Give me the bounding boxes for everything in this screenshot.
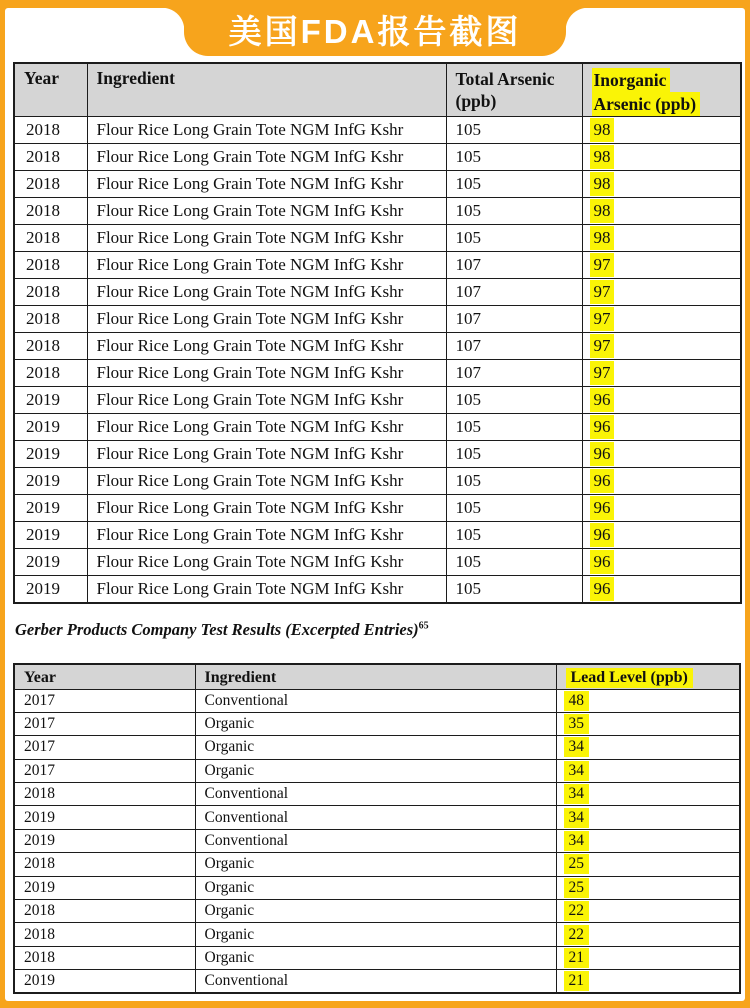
year-cell: 2019 xyxy=(14,468,87,495)
table-row xyxy=(14,946,740,969)
table-row xyxy=(14,900,740,923)
inorganic-arsenic-cell xyxy=(582,225,741,252)
table-row xyxy=(14,806,740,829)
total-arsenic-cell: 105 xyxy=(446,117,582,144)
inorganic-arsenic-cell xyxy=(582,306,741,333)
table-row xyxy=(14,441,741,468)
table-row xyxy=(14,360,741,387)
ingredient-cell: Organic xyxy=(195,736,556,759)
total-arsenic-cell: 105 xyxy=(446,549,582,576)
table-row xyxy=(14,829,740,852)
year-cell: 2018 xyxy=(14,117,87,144)
table-row xyxy=(14,225,741,252)
ingredient-cell: Flour Rice Long Grain Tote NGM InfG Kshr xyxy=(87,306,446,333)
total-arsenic-cell: 107 xyxy=(446,333,582,360)
total-arsenic-cell: 105 xyxy=(446,171,582,198)
highlighted-header-text: Lead Level (ppb) xyxy=(566,668,693,688)
highlighted-value: 34 xyxy=(564,737,590,757)
ingredient-cell: Flour Rice Long Grain Tote NGM InfG Kshr xyxy=(87,360,446,387)
highlighted-value: 98 xyxy=(590,145,614,169)
arsenic-table xyxy=(13,62,742,604)
highlighted-value: 96 xyxy=(590,388,614,412)
total-arsenic-cell: 105 xyxy=(446,441,582,468)
arsenic-table-body xyxy=(14,117,741,603)
ingredient-cell: Flour Rice Long Grain Tote NGM InfG Kshr xyxy=(87,522,446,549)
year-cell: 2019 xyxy=(14,576,87,603)
header-inorganic-arsenic xyxy=(582,63,741,117)
inorganic-arsenic-cell xyxy=(582,144,741,171)
year-cell: 2018 xyxy=(14,900,195,923)
year-cell: 2018 xyxy=(14,279,87,306)
ingredient-cell: Flour Rice Long Grain Tote NGM InfG Kshr xyxy=(87,117,446,144)
table-row xyxy=(14,333,741,360)
ingredient-cell: Flour Rice Long Grain Tote NGM InfG Kshr xyxy=(87,144,446,171)
year-cell: 2018 xyxy=(14,225,87,252)
ingredient-cell: Organic xyxy=(195,712,556,735)
inorganic-arsenic-cell xyxy=(582,441,741,468)
ingredient-cell: Flour Rice Long Grain Tote NGM InfG Kshr xyxy=(87,252,446,279)
ingredient-cell: Organic xyxy=(195,946,556,969)
year-cell: 2017 xyxy=(14,759,195,782)
year-cell: 2018 xyxy=(14,333,87,360)
ingredient-cell: Organic xyxy=(195,853,556,876)
total-arsenic-cell: 107 xyxy=(446,252,582,279)
table-row xyxy=(14,198,741,225)
total-arsenic-cell: 105 xyxy=(446,198,582,225)
ingredient-cell: Organic xyxy=(195,876,556,899)
banner-title: 美国FDA报告截图 xyxy=(228,13,522,50)
lead-level-cell xyxy=(556,783,740,806)
title-banner xyxy=(184,7,566,56)
ingredient-cell: Organic xyxy=(195,900,556,923)
year-cell: 2017 xyxy=(14,736,195,759)
highlighted-value: 96 xyxy=(590,523,614,547)
year-cell: 2018 xyxy=(14,144,87,171)
ingredient-cell: Organic xyxy=(195,923,556,946)
table-row xyxy=(14,522,741,549)
total-arsenic-cell: 105 xyxy=(446,522,582,549)
total-arsenic-cell: 105 xyxy=(446,468,582,495)
lead-level-cell xyxy=(556,970,740,993)
inorganic-arsenic-cell xyxy=(582,576,741,603)
table-row xyxy=(14,306,741,333)
highlighted-value: 21 xyxy=(564,948,590,968)
inorganic-arsenic-cell xyxy=(582,198,741,225)
inorganic-arsenic-cell xyxy=(582,171,741,198)
highlighted-value: 48 xyxy=(564,691,590,711)
year-cell: 2018 xyxy=(14,853,195,876)
highlighted-value: 96 xyxy=(590,442,614,466)
total-arsenic-cell: 105 xyxy=(446,495,582,522)
table-row xyxy=(14,144,741,171)
table-row xyxy=(14,853,740,876)
ingredient-cell: Conventional xyxy=(195,970,556,993)
lead-table-body xyxy=(14,689,740,993)
ingredient-cell: Organic xyxy=(195,759,556,782)
header-year: Year xyxy=(14,664,195,689)
ingredient-cell: Flour Rice Long Grain Tote NGM InfG Kshr xyxy=(87,414,446,441)
section-heading-text: Gerber Products Company Test Results (Excerpted Entries) xyxy=(15,620,419,639)
table-row xyxy=(14,549,741,576)
lead-level-cell xyxy=(556,946,740,969)
inorganic-arsenic-cell xyxy=(582,333,741,360)
highlighted-value: 98 xyxy=(590,172,614,196)
lead-level-cell xyxy=(556,689,740,712)
inorganic-arsenic-cell xyxy=(582,468,741,495)
highlighted-value: 34 xyxy=(564,808,590,828)
year-cell: 2019 xyxy=(14,495,87,522)
year-cell: 2017 xyxy=(14,712,195,735)
content-area xyxy=(5,8,745,1001)
lead-level-cell xyxy=(556,923,740,946)
highlighted-value: 98 xyxy=(590,118,614,142)
year-cell: 2018 xyxy=(14,783,195,806)
table-row xyxy=(14,759,740,782)
year-cell: 2019 xyxy=(14,970,195,993)
inorganic-arsenic-cell xyxy=(582,279,741,306)
arsenic-table-header-row xyxy=(14,63,741,117)
table-row xyxy=(14,970,740,993)
table-row xyxy=(14,923,740,946)
table-row xyxy=(14,117,741,144)
header-total-arsenic: Total Arsenic (ppb) xyxy=(446,63,582,117)
highlighted-value: 98 xyxy=(590,199,614,223)
ingredient-cell: Flour Rice Long Grain Tote NGM InfG Kshr xyxy=(87,279,446,306)
ingredient-cell: Conventional xyxy=(195,806,556,829)
lead-level-cell xyxy=(556,876,740,899)
highlighted-value: 35 xyxy=(564,714,590,734)
highlighted-header-text: Inorganic xyxy=(592,68,671,92)
year-cell: 2018 xyxy=(14,252,87,279)
lead-level-cell xyxy=(556,806,740,829)
inorganic-arsenic-cell xyxy=(582,495,741,522)
footnote-superscript: 65 xyxy=(418,620,429,632)
highlighted-value: 34 xyxy=(564,761,590,781)
ingredient-cell: Conventional xyxy=(195,829,556,852)
table-row xyxy=(14,468,741,495)
highlighted-value: 97 xyxy=(590,280,614,304)
table-row xyxy=(14,495,741,522)
highlighted-value: 97 xyxy=(590,361,614,385)
year-cell: 2019 xyxy=(14,829,195,852)
lead-level-cell xyxy=(556,829,740,852)
year-cell: 2019 xyxy=(14,522,87,549)
inorganic-arsenic-cell xyxy=(582,360,741,387)
ingredient-cell: Flour Rice Long Grain Tote NGM InfG Kshr xyxy=(87,495,446,522)
year-cell: 2019 xyxy=(14,549,87,576)
table-row xyxy=(14,279,741,306)
highlighted-value: 34 xyxy=(564,831,590,851)
inorganic-arsenic-cell xyxy=(582,117,741,144)
ingredient-cell: Flour Rice Long Grain Tote NGM InfG Kshr xyxy=(87,549,446,576)
highlighted-value: 96 xyxy=(590,550,614,574)
section-heading xyxy=(15,620,429,640)
table-row xyxy=(14,171,741,198)
ingredient-cell: Flour Rice Long Grain Tote NGM InfG Kshr xyxy=(87,225,446,252)
year-cell: 2018 xyxy=(14,171,87,198)
year-cell: 2019 xyxy=(14,876,195,899)
total-arsenic-cell: 105 xyxy=(446,387,582,414)
header-ingredient: Ingredient xyxy=(195,664,556,689)
table-row xyxy=(14,783,740,806)
lead-level-cell xyxy=(556,712,740,735)
highlighted-value: 97 xyxy=(590,253,614,277)
year-cell: 2018 xyxy=(14,306,87,333)
total-arsenic-cell: 105 xyxy=(446,414,582,441)
year-cell: 2019 xyxy=(14,441,87,468)
ingredient-cell: Flour Rice Long Grain Tote NGM InfG Kshr xyxy=(87,171,446,198)
lead-level-cell xyxy=(556,759,740,782)
highlighted-value: 97 xyxy=(590,334,614,358)
header-lead-level xyxy=(556,664,740,689)
ingredient-cell: Conventional xyxy=(195,689,556,712)
year-cell: 2018 xyxy=(14,360,87,387)
table-row xyxy=(14,576,741,603)
ingredient-cell: Flour Rice Long Grain Tote NGM InfG Kshr xyxy=(87,576,446,603)
table-row xyxy=(14,876,740,899)
total-arsenic-cell: 105 xyxy=(446,144,582,171)
inorganic-arsenic-cell xyxy=(582,522,741,549)
total-arsenic-cell: 107 xyxy=(446,360,582,387)
ingredient-cell: Flour Rice Long Grain Tote NGM InfG Kshr xyxy=(87,468,446,495)
table-row xyxy=(14,712,740,735)
year-cell: 2018 xyxy=(14,946,195,969)
total-arsenic-cell: 105 xyxy=(446,225,582,252)
inorganic-arsenic-cell xyxy=(582,387,741,414)
table-row xyxy=(14,387,741,414)
year-cell: 2018 xyxy=(14,923,195,946)
year-cell: 2019 xyxy=(14,387,87,414)
lead-level-cell xyxy=(556,900,740,923)
ingredient-cell: Flour Rice Long Grain Tote NGM InfG Kshr xyxy=(87,441,446,468)
highlighted-value: 96 xyxy=(590,469,614,493)
lead-level-cell xyxy=(556,853,740,876)
total-arsenic-cell: 105 xyxy=(446,576,582,603)
highlighted-value: 96 xyxy=(590,577,614,601)
highlighted-value: 96 xyxy=(590,415,614,439)
year-cell: 2019 xyxy=(14,806,195,829)
header-ingredient: Ingredient xyxy=(87,63,446,117)
year-cell: 2017 xyxy=(14,689,195,712)
inorganic-arsenic-cell xyxy=(582,414,741,441)
ingredient-cell: Flour Rice Long Grain Tote NGM InfG Kshr xyxy=(87,198,446,225)
year-cell: 2019 xyxy=(14,414,87,441)
total-arsenic-cell: 107 xyxy=(446,279,582,306)
highlighted-value: 97 xyxy=(590,307,614,331)
inorganic-arsenic-cell xyxy=(582,549,741,576)
table-row xyxy=(14,252,741,279)
highlighted-value: 22 xyxy=(564,925,590,945)
lead-level-cell xyxy=(556,736,740,759)
ingredient-cell: Conventional xyxy=(195,783,556,806)
highlighted-value: 96 xyxy=(590,496,614,520)
table-row xyxy=(14,736,740,759)
table-row xyxy=(14,689,740,712)
inorganic-arsenic-cell xyxy=(582,252,741,279)
highlighted-value: 25 xyxy=(564,854,590,874)
header-year: Year xyxy=(14,63,87,117)
highlighted-value: 21 xyxy=(564,971,590,991)
year-cell: 2018 xyxy=(14,198,87,225)
total-arsenic-cell: 107 xyxy=(446,306,582,333)
ingredient-cell: Flour Rice Long Grain Tote NGM InfG Kshr xyxy=(87,387,446,414)
highlighted-value: 98 xyxy=(590,226,614,250)
highlighted-value: 25 xyxy=(564,878,590,898)
table-row xyxy=(14,414,741,441)
highlighted-value: 22 xyxy=(564,901,590,921)
highlighted-value: 34 xyxy=(564,784,590,804)
ingredient-cell: Flour Rice Long Grain Tote NGM InfG Kshr xyxy=(87,333,446,360)
highlighted-header-text: Arsenic (ppb) xyxy=(592,92,701,116)
lead-table xyxy=(13,663,741,994)
lead-table-header-row xyxy=(14,664,740,689)
